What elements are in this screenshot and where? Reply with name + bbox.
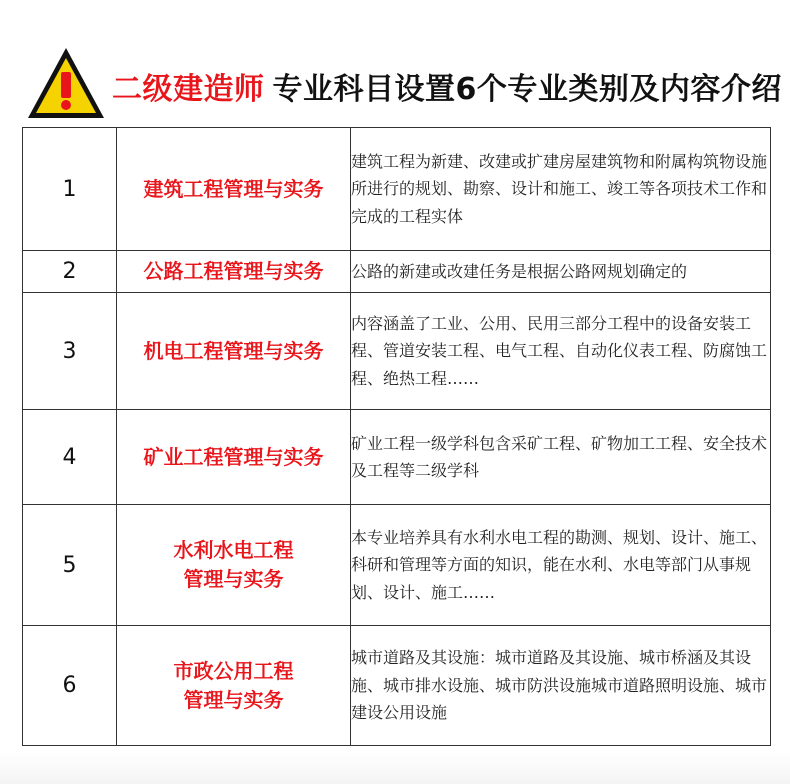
- subject-line: 管理与实务: [183, 687, 284, 712]
- subject-description: 公路的新建或改建任务是根据公路网规划确定的: [351, 251, 771, 293]
- subject-line: 建筑工程管理与实务: [143, 176, 324, 201]
- subject-description: 城市道路及其设施：城市道路及其设施、城市桥涵及其设施、城市排水设施、城市防洪设施城市道路照明设施、城市建设公用设施: [351, 626, 771, 746]
- table-row: [23, 626, 771, 746]
- subject-description: 建筑工程为新建、改建或扩建房屋建筑物和附属构筑物设施所进行的规划、勘察、设计和施工、竣工等各项技术工作和完成的工程实体: [351, 128, 771, 251]
- page-title: [112, 64, 782, 108]
- subject-line: 公路工程管理与实务: [143, 259, 324, 283]
- subject-name: [117, 251, 351, 293]
- subject-description: 矿业工程一级学科包含采矿工程、矿物加工工程、安全技术及工程等二级学科: [351, 410, 771, 505]
- table-row: [23, 505, 771, 626]
- row-number: 6: [23, 626, 117, 746]
- subject-line: 市政公用工程: [173, 658, 294, 683]
- bottom-shadow: [0, 752, 790, 784]
- row-number: 1: [23, 128, 117, 251]
- subject-line: 水利水电工程: [173, 538, 294, 562]
- title-text: 专业科目设置6个专业类别及内容介绍: [272, 72, 782, 107]
- row-number: 4: [23, 410, 117, 505]
- table-row: [23, 251, 771, 293]
- header: [0, 0, 790, 125]
- subject-name: [117, 128, 351, 251]
- subject-name: [117, 505, 351, 626]
- subject-line: 矿业工程管理与实务: [143, 444, 324, 469]
- row-number: 2: [23, 251, 117, 293]
- subjects-table: [22, 127, 771, 746]
- row-number: 3: [23, 293, 117, 410]
- table-row: [23, 128, 771, 251]
- subject-line: 机电工程管理与实务: [143, 338, 324, 363]
- table-row: [23, 410, 771, 505]
- row-number: 5: [23, 505, 117, 626]
- warning-triangle-icon: [26, 46, 106, 120]
- subject-line: 管理与实务: [183, 567, 284, 591]
- subject-description: 内容涵盖了工业、公用、民用三部分工程中的设备安装工程、管道安装工程、电气工程、自动化仪表工程、防腐蚀工程、绝热工程……: [351, 293, 771, 410]
- subject-description: 本专业培养具有水利水电工程的勘测、规划、设计、施工、科研和管理等方面的知识，能在水利、水电等部门从事规划、设计、施工……: [351, 505, 771, 626]
- title-highlight: 二级建造师: [112, 72, 265, 107]
- subject-name: [117, 410, 351, 505]
- table-row: [23, 293, 771, 410]
- subject-name: [117, 293, 351, 410]
- subject-name: [117, 626, 351, 746]
